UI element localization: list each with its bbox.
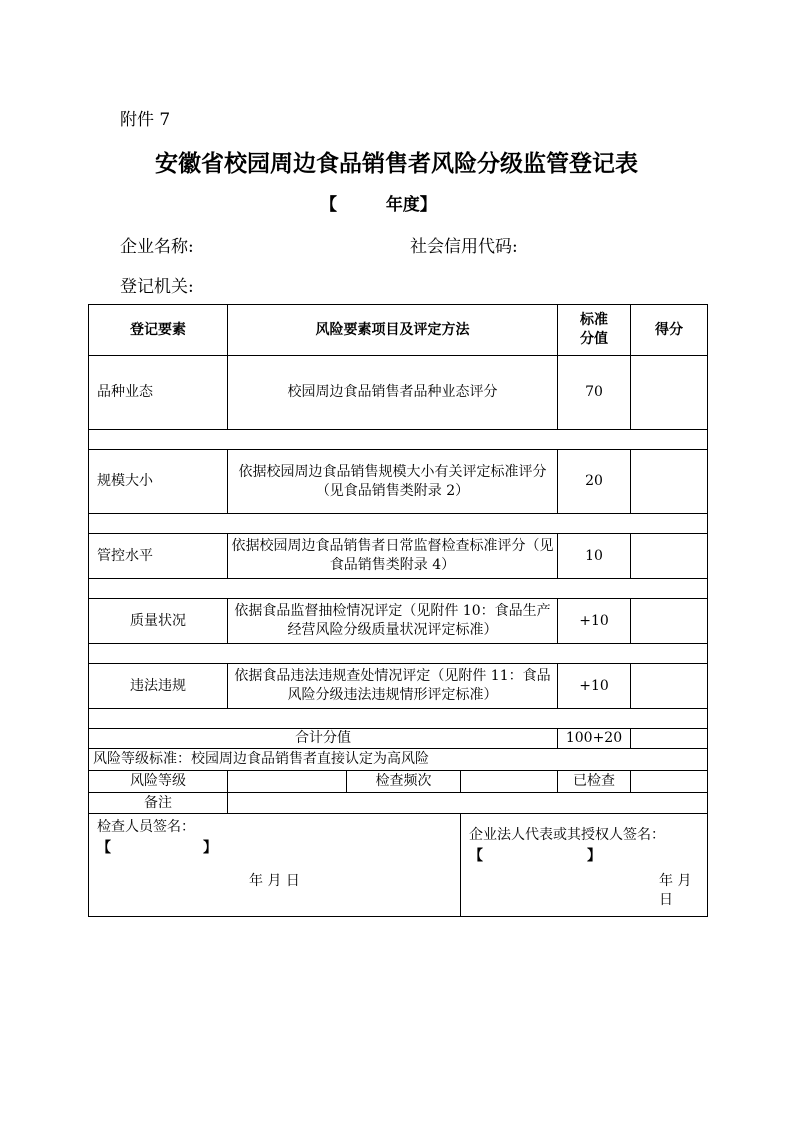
- remarks-label: 备注: [89, 793, 228, 814]
- legal-date: 年 月 日: [659, 872, 692, 908]
- risk-registration-table: [88, 304, 708, 917]
- row-element: 质量状况: [89, 599, 228, 644]
- spacer-row: [89, 579, 708, 599]
- attachment-label: 附件 7: [120, 110, 171, 130]
- row-method: 校园周边食品销售者品种业态评分: [228, 356, 558, 430]
- legal-sign-label: 企业法人代表或其授权人签名：: [469, 827, 665, 843]
- row-method: 依据校园周边食品销售者日常监督检查标准评分（见食品销售类附录 4）: [228, 534, 558, 579]
- bracket-open: 【: [469, 847, 483, 864]
- total-score[interactable]: [631, 729, 708, 749]
- bracket-close: 】: [203, 839, 217, 856]
- spacer-row: [89, 709, 708, 729]
- inspection-freq-value[interactable]: [461, 771, 558, 793]
- risk-level-label: 风险等级: [89, 771, 228, 793]
- row-element: 规模大小: [89, 450, 228, 514]
- inspection-freq-label: 检查频次: [347, 771, 461, 793]
- row-standard: +10: [558, 599, 631, 644]
- bracket-open: 【: [97, 839, 111, 856]
- header-method: 风险要素项目及评定方法: [228, 305, 558, 356]
- remarks-value[interactable]: [228, 793, 708, 814]
- row-score[interactable]: [631, 356, 708, 430]
- spacer-row: [89, 430, 708, 450]
- row-standard: 10: [558, 534, 631, 579]
- total-value: 100+20: [558, 729, 631, 749]
- row-method: 依据校园周边食品销售规模大小有关评定标准评分（见食品销售类附录 2）: [228, 450, 558, 514]
- risk-level-value[interactable]: [228, 771, 347, 793]
- row-standard: 70: [558, 356, 631, 430]
- enterprise-name-label: 企业名称:: [120, 237, 194, 257]
- row-element: 管控水平: [89, 534, 228, 579]
- header-element: 登记要素: [89, 305, 228, 356]
- header-score: 得分: [631, 305, 708, 356]
- row-score[interactable]: [631, 664, 708, 709]
- registrar-label: 登记机关:: [120, 277, 194, 297]
- spacer-row: [89, 514, 708, 534]
- year-open-bracket: 【: [320, 195, 337, 215]
- row-element: 品种业态: [89, 356, 228, 430]
- total-label: 合计分值: [89, 729, 558, 749]
- page-title: 安徽省校园周边食品销售者风险分级监管登记表: [155, 151, 638, 177]
- header-standard: 标准分值: [558, 305, 631, 356]
- year-line: [320, 190, 437, 215]
- row-score[interactable]: [631, 450, 708, 514]
- inspector-signature-box[interactable]: [89, 814, 461, 917]
- row-element: 违法违规: [89, 664, 228, 709]
- credit-code-label: 社会信用代码:: [410, 237, 518, 257]
- inspected-value[interactable]: [631, 771, 708, 793]
- row-method: 依据食品违法违规查处情况评定（见附件 11：食品风险分级违法违规情形评定标准）: [228, 664, 558, 709]
- bracket-close: 】: [587, 847, 601, 864]
- row-method: 依据食品监督抽检情况评定（见附件 10：食品生产经营风险分级质量状况评定标准）: [228, 599, 558, 644]
- spacer-row: [89, 644, 708, 664]
- inspector-date: 年 月 日: [249, 872, 300, 889]
- legal-signature-box[interactable]: [461, 814, 708, 917]
- row-standard: 20: [558, 450, 631, 514]
- row-score[interactable]: [631, 599, 708, 644]
- risk-standard: 风险等级标准：校园周边食品销售者直接认定为高风险: [89, 749, 708, 771]
- row-score[interactable]: [631, 534, 708, 579]
- inspected-label: 已检查: [558, 771, 631, 793]
- inspector-sign-label: 检查人员签名：: [97, 819, 195, 835]
- year-label: 年度】: [385, 195, 437, 215]
- row-standard: +10: [558, 664, 631, 709]
